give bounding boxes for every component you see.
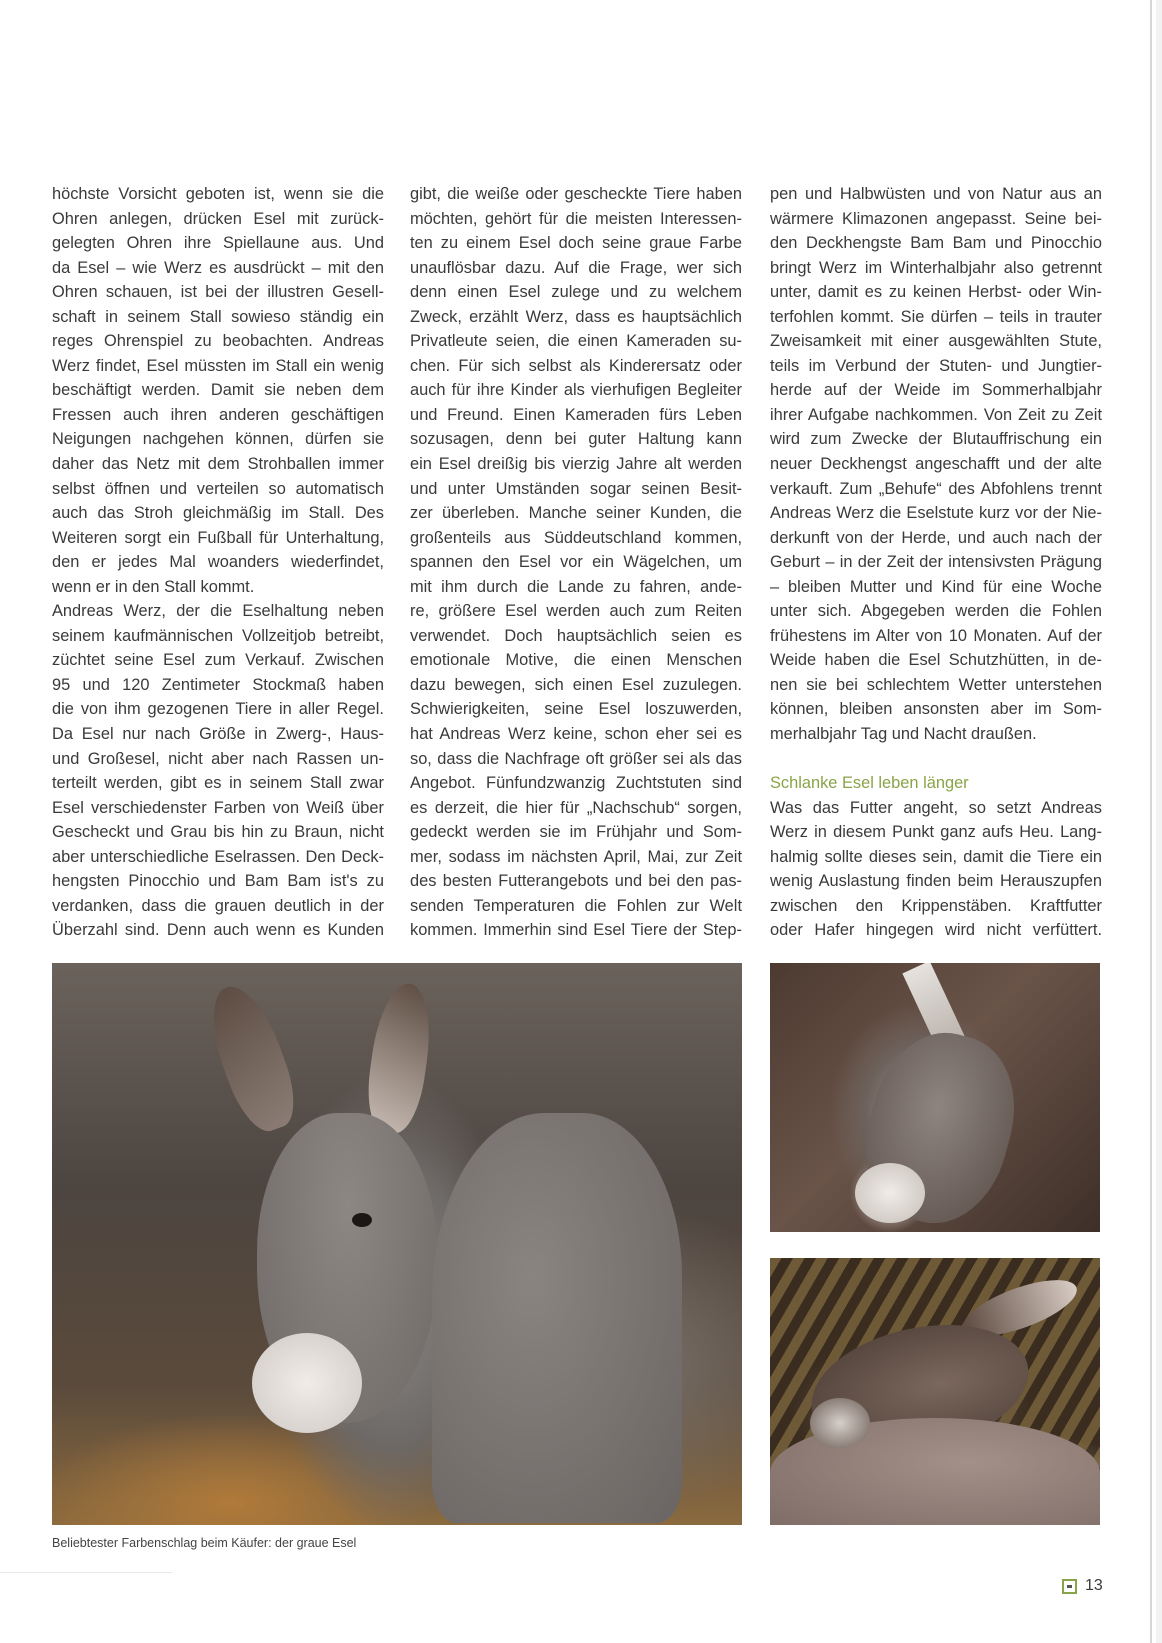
text-line: Was das Futter angeht, so setzt Andreas (770, 798, 1102, 817)
text-line: Fressen auch ihren anderen geschäftigen (52, 405, 384, 424)
text-line: chen. Für sich selbst als Kinderersatz oder (410, 356, 742, 375)
text-line: daher das Netz mit dem Strohballen immer (52, 455, 384, 474)
text-line: dazu bewegen, sich einen Esel zuzulegen. (410, 675, 742, 694)
text-line: Ohren schauen, ist bei der illustren Gesell- (52, 283, 384, 302)
text-line: emotionale Motive, die einen Menschen (410, 651, 742, 670)
text-line: beschäftigt werden. Damit sie neben dem (52, 381, 384, 400)
text-line: den er jedes Mal woanders wiederfindet, (52, 553, 384, 572)
text-line: höchste Vorsicht geboten ist, wenn sie die (52, 185, 384, 203)
text-column-1 (52, 182, 384, 943)
text-line: – bleiben Mutter und Kind für eine Woche (770, 577, 1102, 596)
text-line: mit ihm durch die Lande zu fahren, ande- (410, 577, 742, 596)
donkey-eye (352, 1213, 372, 1227)
text-line: Geburt – in der Zeit der intensivsten Prägung (770, 553, 1102, 572)
text-line: wenig Auslastung finden beim Herauszupfen (770, 872, 1102, 891)
text-line: oder Hafer hingegen wird nicht verfüttert. (770, 921, 1102, 940)
text-line: schaft in seinem Stall sowieso ständig ein (52, 307, 384, 326)
page-edge-fold (1156, 0, 1162, 1643)
text-line: verkauft. Zum „Behufe“ des Abfohlens trennt (770, 479, 1102, 498)
text-line: ihrer Aufgabe nachkommen. Von Zeit zu Zeit (770, 405, 1102, 424)
footer-rule (0, 1572, 172, 1573)
photo-caption: Beliebtester Farbenschlag beim Käufer: der graue Esel (52, 1536, 357, 1550)
text-line: wenn er in den Stall kommt. (52, 577, 255, 596)
text-line: mer, sodass im nächsten April, Mai, zur Zeit (410, 847, 742, 866)
text-line: Schwierigkeiten, seine Esel loszuwerden, (410, 700, 742, 719)
text-line: derkunft von der Herde, und auch nach der (770, 528, 1102, 547)
text-line: nen sie bei schlechtem Wetter unterstehen (770, 675, 1102, 694)
donkey-muzzle (252, 1333, 362, 1433)
text-line: sozusagen, denn bei guter Haltung kann (410, 430, 742, 449)
text-line: wärmere Klimazonen angepasst. Seine bei- (770, 209, 1102, 228)
page-edge-shadow (1150, 0, 1152, 1643)
text-line: Angebot. Fünfundzwanzig Zuchtstuten sind (410, 774, 742, 793)
text-line: den Deckhengste Bam Bam und Pinocchio (770, 234, 1102, 253)
text-line: aber unterschiedliche Eselrassen. Den Deck- (52, 847, 384, 866)
text-line: seinem kaufmännischen Vollzeitjob betreibt, (52, 626, 384, 645)
text-line: unter, damit es zu keinen Herbst- oder Win- (770, 283, 1102, 302)
text-line: Esel verschiedenster Farben von Weiß über (52, 798, 384, 817)
text-line: gelegten Ohren ihre Spiellaune aus. Und (52, 234, 384, 253)
text-line: Andreas Werz, der die Eselhaltung neben (52, 602, 384, 621)
text-line: und unter Umständen sogar seinen Besit- (410, 479, 742, 498)
text-line: Werz findet, Esel müssten im Stall ein wenig (52, 356, 384, 375)
text-line: Weide haben die Esel Schutzhütten, in de- (770, 651, 1102, 670)
text-line: senden Temperaturen die Fohlen zur Welt (410, 896, 742, 915)
text-line: terteilt werden, gibt es in seinem Stall zwar (52, 774, 384, 793)
donkey-ear-left (198, 977, 306, 1138)
text-line: Gescheckt und Grau bis hin zu Braun, nicht (52, 823, 384, 842)
text-line: 95 und 120 Zentimeter Stockmaß haben (52, 675, 384, 694)
text-line: Überzahl sind. Denn auch wenn es Kunden (52, 921, 384, 940)
text-line: ten zu einem Esel doch seine graue Farbe (410, 234, 742, 253)
text-line: selbst öffnen und verteilen so automatisch (52, 479, 384, 498)
text-line: und Freund. Einen Kameraden fürs Leben (410, 405, 742, 424)
text-column-2 (410, 182, 742, 943)
text-line: auch für ihre Kinder als vierhufigen Begleiter (410, 381, 742, 400)
text-line: Zweisamkeit mit einer ausgewählten Stute, (770, 332, 1102, 351)
text-line: kommen. Immerhin sind Esel Tiere der Step- (410, 921, 742, 940)
donkey-muzzle-top (855, 1163, 925, 1223)
text-line: wird zum Zwecke der Blutauffrischung ein (770, 430, 1102, 449)
text-line: zwischen den Krippenstäben. Kraftfutter (770, 896, 1102, 915)
photo-grey-donkey-main (52, 963, 742, 1525)
text-line: terfohlen kommt. Sie dürfen – teils in trauter (770, 307, 1102, 326)
text-line: Da Esel nur nach Größe in Zwerg-, Haus- (52, 725, 384, 744)
text-line: verwendet. Doch hauptsächlich seien es (410, 626, 742, 645)
text-line: gibt, die weiße oder gescheckte Tiere haben (410, 185, 742, 203)
text-line: und Großesel, nicht aber nach Rassen un- (52, 749, 384, 768)
text-line: denn einen Esel zulege und zu welchem (410, 283, 742, 302)
text-line: Neigungen nachgehen können, dürfen sie (52, 430, 384, 449)
photo-donkey-lying-bottom-right (770, 1258, 1100, 1525)
photo-donkey-head-top-right (770, 963, 1100, 1232)
text-line: auch das Stroh gleichmäßig im Stall. Des (52, 504, 384, 523)
text-line: möchten, gehört für die meisten Interessen- (410, 209, 742, 228)
page-number-block (1062, 1577, 1103, 1595)
text-line: reges Ohrenspiel zu beobachten. Andreas (52, 332, 384, 351)
donkey-ear-right (362, 980, 437, 1136)
text-line: halmig sollte dieses sein, damit die Tiere ein (770, 847, 1102, 866)
text-line: spannen den Esel vor ein Wägelchen, um (410, 553, 742, 572)
text-line: pen und Halbwüsten und von Natur aus an (770, 185, 1102, 203)
donkey-body (432, 1113, 682, 1523)
text-line: merhalbjahr Tag und Nacht draußen. (770, 725, 1037, 744)
page-number: 13 (1085, 1577, 1103, 1594)
green-square-page-marker-icon (1062, 1579, 1077, 1594)
text-line: hat Andreas Werz keine, schon eher sei es (410, 725, 742, 744)
text-line: Werz in diesem Punkt ganz aufs Heu. Lang- (770, 823, 1102, 842)
section-heading: Schlanke Esel leben länger (770, 774, 969, 793)
text-line: Andreas Werz die Eselstute kurz vor der Nie- (770, 504, 1102, 523)
text-line: herde auf der Weide im Sommerhalbjahr (770, 381, 1102, 400)
text-line: Ohren anlegen, drücken Esel mit zurück- (52, 209, 384, 228)
text-column-3 (770, 182, 1102, 943)
text-line: des besten Futterangebots und bei den pas- (410, 872, 742, 891)
text-line: verdanken, dass die grauen deutlich in der (52, 896, 384, 915)
text-line: re, größere Esel werden auch zum Reiten (410, 602, 742, 621)
text-line: die von ihm gezogenen Tiere in aller Regel. (52, 700, 384, 719)
text-line: Zweck, erzählt Werz, dass es hauptsächlich (410, 307, 742, 326)
text-line: Weiteren sorgt ein Fußball für Unterhaltung, (52, 528, 384, 547)
text-line: können, bleiben ansonsten aber im Som- (770, 700, 1102, 719)
text-line: Privatleute seien, die einen Kameraden su- (410, 332, 742, 351)
donkey-nose-lying (810, 1398, 870, 1448)
text-line: zer überleben. Manche seiner Kunden, die (410, 504, 742, 523)
text-line: es derzeit, die hier für „Nachschub“ sorgen, (410, 798, 742, 817)
text-line: bringt Werz im Winterhalbjahr also getrennt (770, 258, 1102, 277)
text-line: züchtet seine Esel zum Verkauf. Zwischen (52, 651, 384, 670)
text-line: gedeckt werden sie im Frühjahr und Som- (410, 823, 742, 842)
paragraph-gap (770, 747, 1102, 772)
text-line: so, dass die Nachfrage oft größer sei als das (410, 749, 742, 768)
text-line: großenteils aus Süddeutschland kommen, (410, 528, 742, 547)
text-line: teils im Verbund der Stuten- und Jungtier- (770, 356, 1102, 375)
text-line: unauflösbar dazu. Auf die Frage, wer sich (410, 258, 742, 277)
text-line: unter sich. Abgegeben werden die Fohlen (770, 602, 1102, 621)
text-line: neuer Deckhengst angeschafft und der alte (770, 455, 1102, 474)
text-line: frühestens im Alter von 10 Monaten. Auf der (770, 626, 1102, 645)
text-line: ein Esel dreißig bis vierzig Jahre alt werden (410, 455, 742, 474)
text-line: da Esel – wie Werz es ausdrückt – mit den (52, 258, 384, 277)
text-line: hengsten Pinocchio und Bam Bam ist's zu (52, 872, 384, 891)
